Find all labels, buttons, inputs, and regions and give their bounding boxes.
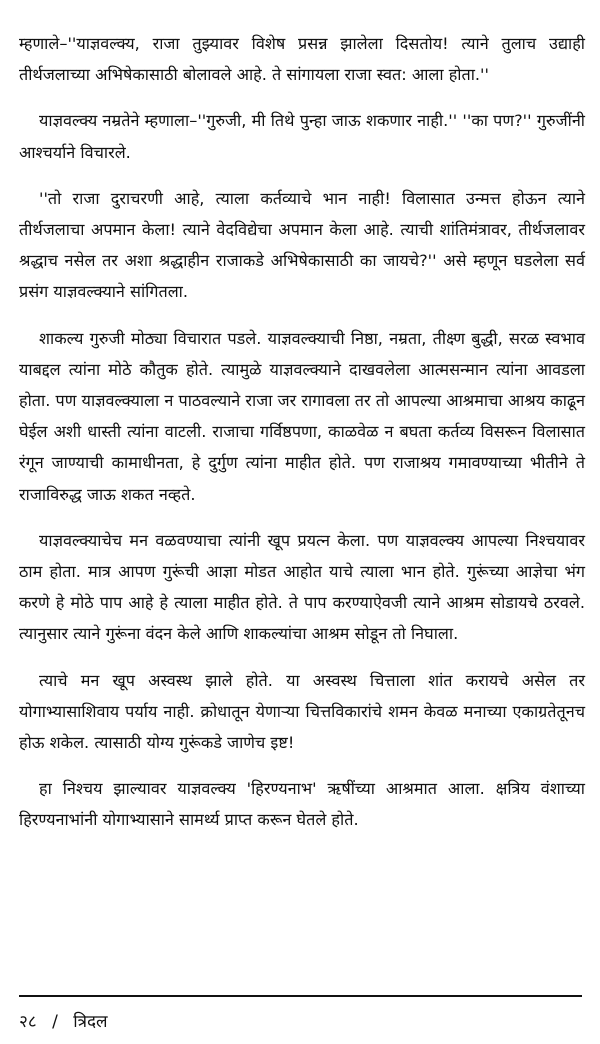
footer-divider xyxy=(19,995,582,997)
page-number: २८ xyxy=(19,1012,37,1032)
paragraph: याज्ञवल्क्य नम्रतेने म्हणाला–''गुरुजी, मी तिथे पुन्हा जाऊ शकणार नाही.'' ''का पण?'' गुरुजींनी आश्चर्याने विचारले. xyxy=(19,111,585,162)
page-body xyxy=(19,28,585,851)
paragraph: हा निश्चय झाल्यावर याज्ञवल्क्य 'हिरण्यनाभ' ऋषींच्या आश्रमात आला. क्षत्रिय वंशाच्या हिरण्यनाभांनी योगाभ्यासाने सामर्थ्य प्राप्त करून घेतले होते. xyxy=(19,779,585,830)
paragraph: त्याचे मन खूप अस्वस्थ झाले होते. या अस्वस्थ चित्ताला शांत करायचे असेल तर योगाभ्यासाशिवाय पर्याय नाही. क्रोधातून येणाऱ्या चित्तविकारांचे शमन केवळ मनाच्या एकाग्रतेतूनच होऊ शकेल. त्यासाठी योग्य गुरूंकडे जाणेच इष्ट! xyxy=(19,670,585,753)
paragraph: याज्ञवल्क्याचेच मन वळवण्याचा त्यांनी खूप प्रयत्न केला. पण याज्ञवल्क्य आपल्या निश्चयावर ठाम होता. मात्र आपण गुरूंची आज्ञा मोडत आहोत याचे त्याला भान होते. गुरूंच्या आज्ञेचा भंग करणे हे मोठे पाप आहे हे त्याला माहीत होते. ते पाप करण्याऐवजी त्याने आश्रम सोडायचे ठरवले. त्यानुसार त्याने गुरूंना वंदन केले आणि शाकल्यांचा आश्रम सोडून तो निघाला. xyxy=(19,530,585,644)
paragraph: ''तो राजा दुराचरणी आहे, त्याला कर्तव्याचे भान नाही! विलासात उन्मत्त होऊन त्याने तीर्थजलाचा अपमान केला! त्याने वेदविद्येचा अपमान केला आहे. त्याची शांतिमंत्रावर, तीर्थजलावर श्रद्धाच नसेल तर अशा श्रद्धाहीन राजाकडे अभिषेकासाठी का जायचे?'' असे म्हणून घडलेला सर्व प्रसंग याज्ञवल्क्याने सांगितला. xyxy=(19,188,585,302)
paragraph: शाकल्य गुरुजी मोठ्या विचारात पडले. याज्ञवल्क्याची निष्ठा, नम्रता, तीक्ष्ण बुद्धी, सरळ स्वभाव याबद्दल त्यांना मोठे कौतुक होते. त्यामुळे याज्ञवल्क्याने दाखवलेला आत्मसन्मान त्यांना आवडला होता. पण याज्ञवल्क्याला न पाठवल्याने राजा जर रागावला तर तो आपल्या आश्रमाचा आश्रय काढून घेईल अशी धास्ती त्यांना वाटली. राजाचा गर्विष्ठपणा, काळवेळ न बघता कर्तव्य विसरून विलासात रंगून जाण्याची कामाधीनता, हे दुर्गुण त्यांना माहीत होते. पण राजाश्रय गमावण्याच्या भीतीने ते राजाविरुद्ध जाऊ शकत नव्हते. xyxy=(19,328,585,504)
footer-separator: / xyxy=(52,1012,58,1032)
page-footer xyxy=(19,1010,108,1034)
paragraph-continuation: म्हणाले–''याज्ञवल्क्य, राजा तुझ्यावर विशेष प्रसन्न झालेला दिसतोय! त्याने तुलाच उद्याही तीर्थजलाच्या अभिषेकासाठी बोलावले आहे. ते सांगायला राजा स्वत: आला होता.'' xyxy=(19,34,585,85)
book-title: त्रिदल xyxy=(73,1012,108,1032)
